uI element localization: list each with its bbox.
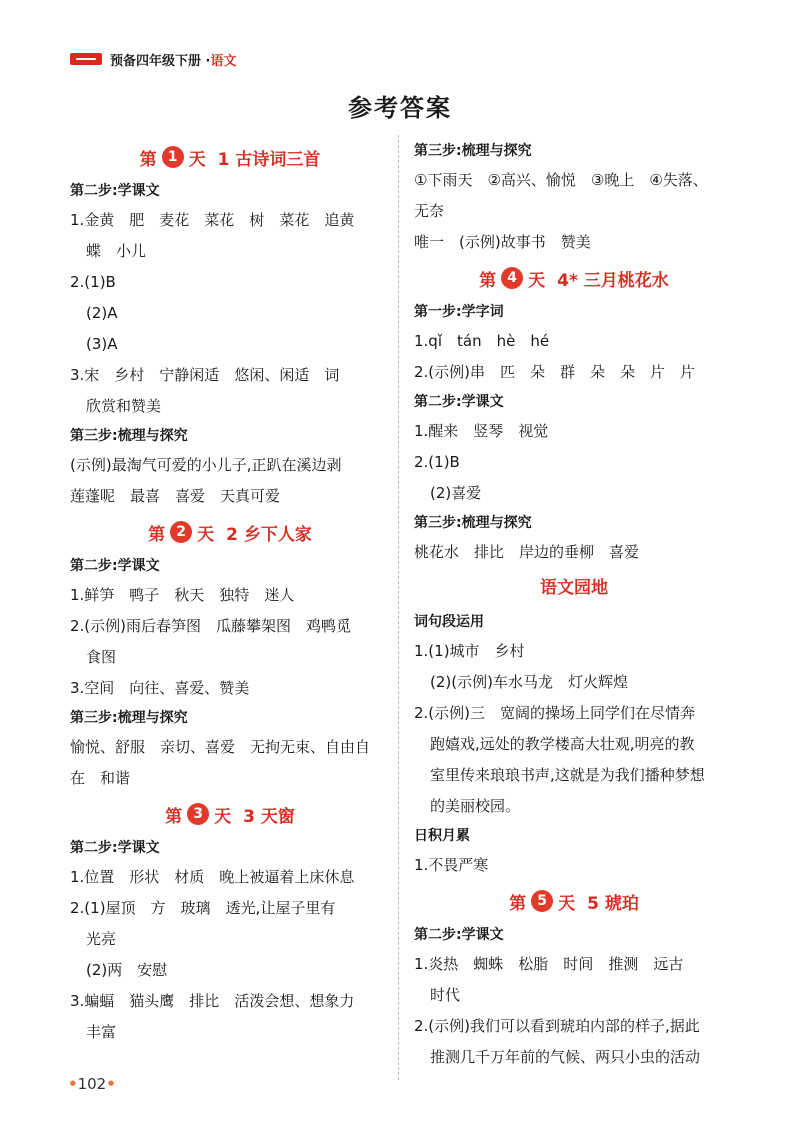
step-heading: 第二步:学课文 <box>414 394 504 410</box>
answer-line: 1.醒来 竖琴 视觉 <box>414 422 549 440</box>
left-column <box>70 137 390 1048</box>
answer-line: 光亮 <box>86 930 117 948</box>
answer-line: 的美丽校园。 <box>430 797 521 815</box>
answer-line: ①下雨天 ②高兴、愉悦 ③晚上 ④失落、 <box>414 171 708 189</box>
step-heading: 第二步:学课文 <box>70 558 160 574</box>
dot-icon: • <box>106 1075 116 1093</box>
step-heading: 日积月累 <box>414 828 470 844</box>
answer-line: 跑嬉戏,远处的教学楼高大壮观,明亮的教 <box>430 735 695 753</box>
step-heading: 第二步:学课文 <box>70 840 160 856</box>
day-4-heading: 第 4 天 4* 三月桃花水 <box>414 258 734 298</box>
day-3-heading: 第 3 天 3 天窗 <box>70 794 390 834</box>
answer-line: 1.金黄 肥 麦花 菜花 树 菜花 追黄 <box>70 211 355 229</box>
answer-line: 时代 <box>430 986 461 1004</box>
answer-line: 3.空间 向往、喜爱、赞美 <box>70 679 250 697</box>
answer-line: 2.(示例)三 宽阔的操场上同学们在尽情奔 <box>414 704 696 722</box>
answer-line: 食图 <box>86 648 117 666</box>
step-heading: 第三步:梳理与探究 <box>414 515 532 531</box>
step-heading: 词句段运用 <box>414 614 484 630</box>
yuwen-yuandi-heading: 语文园地 <box>540 578 608 598</box>
step-heading: 第二步:学课文 <box>70 183 160 199</box>
step-heading: 第三步:梳理与探究 <box>70 710 188 726</box>
answer-line: (2)A <box>86 304 118 322</box>
answer-line: 丰富 <box>86 1023 117 1041</box>
step-heading: 第一步:学字词 <box>414 304 504 320</box>
day-number-badge: 1 <box>162 146 184 168</box>
answer-line: 1.不畏严寒 <box>414 856 489 874</box>
answer-line: 2.(1)B <box>70 273 116 291</box>
day-number-badge: 4 <box>501 267 523 289</box>
answer-line: 莲蓬呢 最喜 喜爱 天真可爱 <box>70 487 281 505</box>
answer-line: (示例)最淘气可爱的小儿子,正趴在溪边剥 <box>70 456 342 474</box>
answer-line: 2.(示例)雨后春笋图 瓜藤攀架图 鸡鸭觅 <box>70 617 352 635</box>
day-number-badge: 2 <box>170 521 192 543</box>
step-heading: 第三步:梳理与探究 <box>414 143 532 159</box>
book-name: 预备四年级下册 · <box>110 53 211 69</box>
day-1-heading: 第 1 天 1 古诗词三首 <box>70 137 390 177</box>
answer-line: (2)(示例)车水马龙 灯火辉煌 <box>430 673 628 691</box>
right-column <box>414 137 734 1073</box>
answer-line: 欣赏和赞美 <box>86 397 162 415</box>
answer-line: 1.鲜笋 鸭子 秋天 独特 迷人 <box>70 586 295 604</box>
answer-line: 愉悦、舒服 亲切、喜爱 无拘无束、自由自 <box>70 738 371 756</box>
answer-line: 在 和谐 <box>70 769 131 787</box>
answer-line: 3.蝙蝠 猫头鹰 排比 活泼会想、想象力 <box>70 992 355 1010</box>
answer-line: 2.(1)B <box>414 453 460 471</box>
column-divider <box>398 135 399 1080</box>
answer-line: 无奈 <box>414 202 445 220</box>
step-heading: 第二步:学课文 <box>414 927 504 943</box>
answer-line: 推测几千万年前的气候、两只小虫的活动 <box>430 1048 701 1066</box>
answer-line: 2.(示例)我们可以看到琥珀内部的样子,据此 <box>414 1017 700 1035</box>
answer-line: 蝶 小儿 <box>86 242 147 260</box>
day-number-badge: 5 <box>531 890 553 912</box>
page-number: •102• <box>68 1075 116 1093</box>
answer-line: 室里传来琅琅书声,这就是为我们播种梦想 <box>430 766 705 784</box>
page-header <box>70 50 236 68</box>
day-5-heading: 第 5 天 5 琥珀 <box>414 881 734 921</box>
answer-line: 2.(示例)串 匹 朵 群 朵 朵 片 片 <box>414 363 696 381</box>
answer-line: 3.宋 乡村 宁静闲适 悠闲、闲适 词 <box>70 366 340 384</box>
answer-line: (3)A <box>86 335 118 353</box>
answer-line: 唯一 (示例)故事书 赞美 <box>414 233 591 251</box>
answer-line: 1.位置 形状 材质 晚上被逼着上床休息 <box>70 868 355 886</box>
publisher-logo <box>70 53 102 65</box>
answer-line: 1.(1)城市 乡村 <box>414 642 525 660</box>
step-heading: 第三步:梳理与探究 <box>70 428 188 444</box>
answer-line: (2)两 安慰 <box>86 961 168 979</box>
answer-line: 1.炎热 蜘蛛 松脂 时间 推测 远古 <box>414 955 684 973</box>
answer-line: 1.qǐ tán hè hé <box>414 332 550 350</box>
subject-name: 语文 <box>210 53 237 69</box>
day-number-badge: 3 <box>187 803 209 825</box>
day-2-heading: 第 2 天 2 乡下人家 <box>70 512 390 552</box>
answer-line: 2.(1)屋顶 方 玻璃 透光,让屋子里有 <box>70 899 336 917</box>
dot-icon: • <box>68 1075 78 1093</box>
answer-line: (2)喜爱 <box>430 484 482 502</box>
answer-line: 桃花水 排比 岸边的垂柳 喜爱 <box>414 543 640 561</box>
page-title: 参考答案 <box>348 94 452 122</box>
